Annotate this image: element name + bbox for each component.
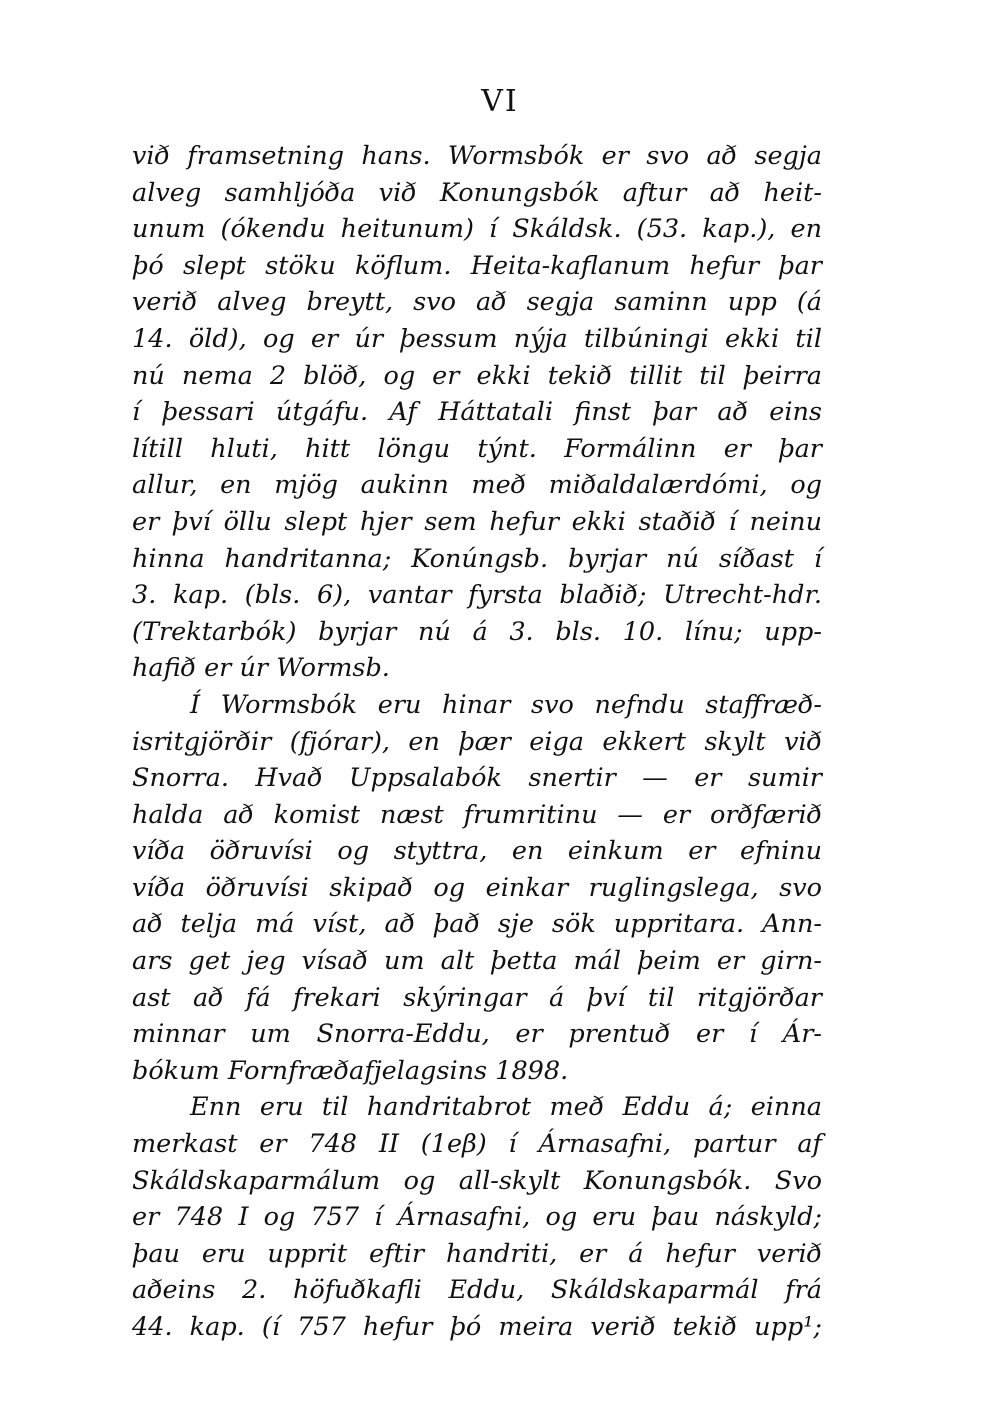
text-line: ast að fá frekari skýringar á því til ritgjörðar: [132, 982, 822, 1013]
text-line: 14. öld), og er úr þessum nýja tilbúningi ekki til: [132, 323, 822, 354]
text-line: merkast er 748 II (1eβ) í Árnasafni, partur af: [132, 1129, 822, 1160]
text-line: ars get jeg vísað um alt þetta mál þeim er girn-: [132, 946, 822, 977]
text-line: (Trektarbók) byrjar nú á 3. bls. 10. línu; upp-: [132, 616, 822, 647]
text-line: unum (ókendu heitunum) í Skáldsk. (53. kap.), en: [132, 214, 822, 245]
text-line: þó slept stöku köflum. Heita-kaflanum hefur þar: [132, 250, 822, 281]
text-line: við framsetning hans. Wormsbók er svo að segja: [132, 141, 822, 171]
text-line: þau eru upprit eftir handriti, er á hefur verið: [132, 1238, 822, 1269]
text-line: víða öðruvísi skipað og einkar ruglingslega, svo: [132, 872, 822, 903]
text-line: að telja má víst, að það sje sök uppritara. Ann-: [132, 909, 822, 940]
text-line: víða öðruvísi og styttra, en einkum er efninu: [132, 836, 822, 867]
text-line: Skáldskaparmálum og all-skylt Konungsbók. Svo: [132, 1165, 822, 1196]
text-line: lítill hluti, hitt löngu týnt. Formálinn er þar: [132, 433, 822, 464]
text-line: Enn eru til handritabrot með Eddu á; einna: [190, 1092, 822, 1123]
body-text: [132, 138, 822, 1346]
text-line: hinna handritanna; Konúngsb. byrjar nú síðast í: [132, 543, 822, 574]
page-number: VI: [481, 84, 519, 119]
text-line: Í Wormsbók eru hinar svo nefndu staffræð-: [190, 689, 822, 720]
text-line: minnar um Snorra-Eddu, er prentuð er í Ár-: [132, 1019, 822, 1050]
text-line: í þessari útgáfu. Af Háttatali finst þar að eins: [132, 397, 822, 428]
text-line: isritgjörðir (fjórar), en þær eiga ekkert skylt við: [132, 726, 822, 757]
text-line: 44. kap. (í 757 hefur þó meira verið tekið upp¹;: [132, 1312, 822, 1342]
text-line: nú nema 2 blöð, og er ekki tekið tillit til þeirra: [132, 360, 822, 391]
text-line: bókum Fornfræðafjelagsins 1898.: [132, 1055, 569, 1086]
text-line: halda að komist næst frumritinu — er orðfærið: [132, 799, 822, 830]
text-line: verið alveg breytt, svo að segja saminn upp (á: [132, 287, 822, 318]
text-line: allur, en mjög aukinn með miðaldalærdómi, og: [132, 470, 822, 501]
text-line: 3. kap. (bls. 6), vantar fyrsta blaðið; Utrecht-hdr.: [132, 580, 822, 611]
text-line: er því öllu slept hjer sem hefur ekki staðið í neinu: [132, 506, 822, 537]
text-line: aðeins 2. höfuðkafli Eddu, Skáldskaparmál frá: [132, 1275, 822, 1306]
text-line: hafið er úr Wormsb.: [132, 653, 390, 684]
text-line: Snorra. Hvað Uppsalabók snertir — er sumir: [132, 763, 822, 794]
text-line: alveg samhljóða við Konungsbók aftur að heit-: [132, 177, 822, 208]
text-line: er 748 I og 757 í Árnasafni, og eru þau náskyld;: [132, 1202, 822, 1233]
